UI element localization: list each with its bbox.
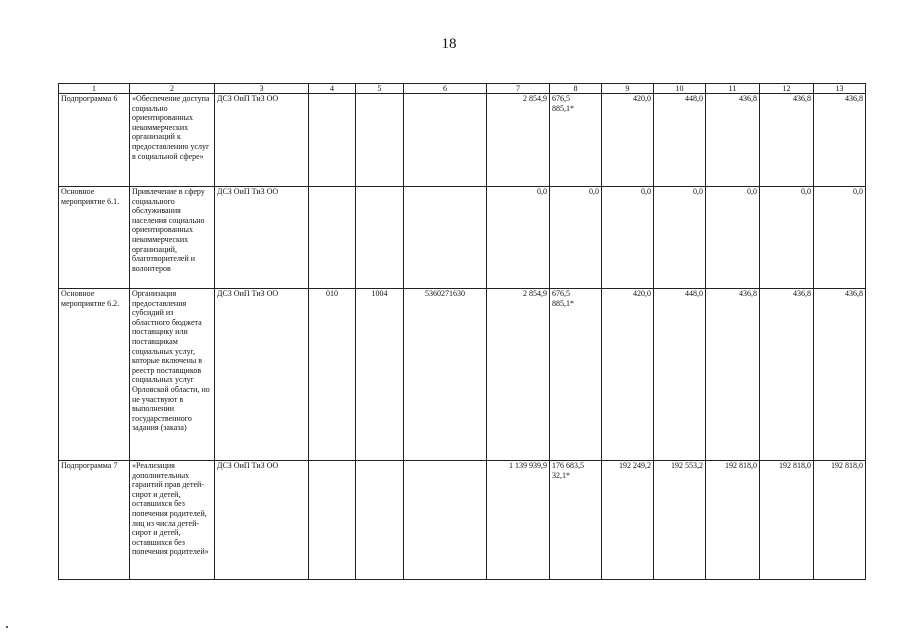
value-cell: 676,5 885,1* <box>550 94 602 187</box>
column-header: 13 <box>814 84 866 94</box>
total-value-cell: 0,0 <box>487 187 550 289</box>
value-cell: 192 818,0 <box>706 461 760 580</box>
description-cell: Привлечение в сферу социального обслуживания населения социально ориентированных некоммерческих организаций, благотворителей и волонтеров <box>130 187 215 289</box>
executor-cell: ДСЗ ОиП ТиЗ ОО <box>215 187 309 289</box>
value-cell: 0,0 <box>814 187 866 289</box>
code-cell <box>309 94 356 187</box>
description-cell: «Обеспечение доступа социально ориентированных некоммерческих организаций к предоставлению услуг в социальной сфере» <box>130 94 215 187</box>
value-cell: 436,8 <box>760 289 814 461</box>
value-cell: 448,0 <box>654 289 706 461</box>
code-cell: 010 <box>309 289 356 461</box>
column-header: 6 <box>404 84 487 94</box>
program-name-cell: Подпрограмма 6 <box>59 94 130 187</box>
code-cell <box>404 187 487 289</box>
value-cell: 436,8 <box>760 94 814 187</box>
table-row <box>59 187 866 289</box>
table-header-row <box>59 84 866 94</box>
code-cell <box>356 187 404 289</box>
program-name-cell: Основное мероприятие 6.2. <box>59 289 130 461</box>
total-value-cell: 1 139 939,9 <box>487 461 550 580</box>
value-cell: 448,0 <box>654 94 706 187</box>
code-cell <box>356 461 404 580</box>
column-header: 11 <box>706 84 760 94</box>
column-header: 12 <box>760 84 814 94</box>
program-name-cell: Подпрограмма 7 <box>59 461 130 580</box>
value-cell: 436,8 <box>706 94 760 187</box>
value-cell: 420,0 <box>602 289 654 461</box>
value-cell: 176 683,5 32,1* <box>550 461 602 580</box>
total-value-cell: 2 854,9 <box>487 94 550 187</box>
table-row <box>59 289 866 461</box>
value-cell: 0,0 <box>706 187 760 289</box>
value-cell: 0,0 <box>602 187 654 289</box>
description-cell: Организация предоставления субсидий из областного бюджета поставщику или поставщикам социальных услуг, которые включены в реестр поставщиков социальных услуг Орловской области, но не участвуют в выполнении государственного задания (заказа) <box>130 289 215 461</box>
column-header: 9 <box>602 84 654 94</box>
table-row <box>59 94 866 187</box>
value-cell: 192 249,2 <box>602 461 654 580</box>
column-header: 1 <box>59 84 130 94</box>
value-cell: 436,8 <box>814 289 866 461</box>
code-cell <box>356 94 404 187</box>
value-cell: 420,0 <box>602 94 654 187</box>
value-cell: 436,8 <box>814 94 866 187</box>
value-cell: 0,0 <box>654 187 706 289</box>
value-cell: 676,5 885,1* <box>550 289 602 461</box>
code-cell <box>309 461 356 580</box>
total-value-cell: 2 854,9 <box>487 289 550 461</box>
value-cell: 436,8 <box>706 289 760 461</box>
program-name-cell: Основное мероприятие 6.1. <box>59 187 130 289</box>
value-cell: 0,0 <box>760 187 814 289</box>
code-cell <box>309 187 356 289</box>
column-header: 2 <box>130 84 215 94</box>
column-header: 8 <box>550 84 602 94</box>
page-number: 18 <box>441 36 457 52</box>
column-header: 4 <box>309 84 356 94</box>
description-cell: «Реализация дополнительных гарантий прав детей-сирот и детей, оставшихся без попечения родителей, лиц из числа детей-сирот и детей, оставшихся без попечения родителей» <box>130 461 215 580</box>
value-cell: 192 818,0 <box>814 461 866 580</box>
scan-speck <box>6 626 8 628</box>
column-header: 5 <box>356 84 404 94</box>
code-cell <box>404 94 487 187</box>
budget-table <box>58 83 866 580</box>
value-cell: 192 818,0 <box>760 461 814 580</box>
column-header: 10 <box>654 84 706 94</box>
executor-cell: ДСЗ ОиП ТиЗ ОО <box>215 94 309 187</box>
code-cell: 1004 <box>356 289 404 461</box>
executor-cell: ДСЗ ОиП ТиЗ ОО <box>215 289 309 461</box>
value-cell: 192 553,2 <box>654 461 706 580</box>
column-header: 7 <box>487 84 550 94</box>
column-header: 3 <box>215 84 309 94</box>
code-cell: 5360271630 <box>404 289 487 461</box>
table-row <box>59 461 866 580</box>
executor-cell: ДСЗ ОиП ТиЗ ОО <box>215 461 309 580</box>
value-cell: 0,0 <box>550 187 602 289</box>
code-cell <box>404 461 487 580</box>
